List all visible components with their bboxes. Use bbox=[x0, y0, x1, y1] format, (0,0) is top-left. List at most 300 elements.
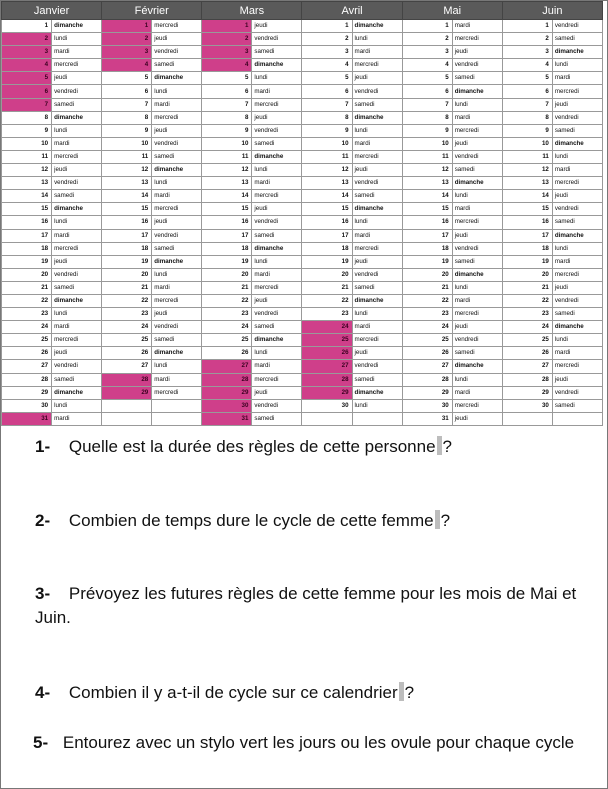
weekday-name: samedi bbox=[52, 373, 102, 386]
day-number: 11 bbox=[502, 150, 552, 163]
weekday-name: mardi bbox=[452, 20, 502, 33]
question-number: 1- bbox=[35, 437, 51, 456]
weekday-name: jeudi bbox=[352, 164, 402, 177]
day-number: 17 bbox=[402, 229, 452, 242]
question-text: Quelle est la durée des règles de cette personne bbox=[68, 437, 436, 456]
day-number: 4 bbox=[302, 59, 352, 72]
weekday-name: lundi bbox=[252, 347, 302, 360]
day-number: 11 bbox=[2, 150, 52, 163]
day-number: 27 bbox=[2, 360, 52, 373]
weekday-name: dimanche bbox=[52, 111, 102, 124]
weekday-name: lundi bbox=[452, 98, 502, 111]
day-number: 8 bbox=[2, 111, 52, 124]
weekday-name: jeudi bbox=[152, 124, 202, 137]
weekday-name: dimanche bbox=[152, 347, 202, 360]
weekday-name: jeudi bbox=[252, 386, 302, 399]
weekday-name: jeudi bbox=[452, 137, 502, 150]
day-number-marked: 3 bbox=[2, 46, 52, 59]
day-number: 6 bbox=[202, 85, 252, 98]
weekday-name: mardi bbox=[552, 164, 602, 177]
weekday-name: samedi bbox=[152, 150, 202, 163]
menstrual-calendar bbox=[1, 1, 607, 422]
weekday-name: samedi bbox=[252, 46, 302, 59]
weekday-name: mercredi bbox=[52, 150, 102, 163]
weekday-name: lundi bbox=[452, 190, 502, 203]
day-number-marked: 7 bbox=[2, 98, 52, 111]
day-number: 10 bbox=[202, 137, 252, 150]
day-number-marked: 29 bbox=[302, 386, 352, 399]
weekday-name: vendredi bbox=[552, 294, 602, 307]
calendar-row bbox=[2, 203, 603, 216]
day-number: 22 bbox=[102, 294, 152, 307]
question-text: Prévoyez les futures règles de cette femme pour les mois de Mai et Juin. bbox=[35, 584, 577, 627]
day-number: 14 bbox=[402, 190, 452, 203]
weekday-name: lundi bbox=[52, 399, 102, 412]
weekday-name: jeudi bbox=[452, 46, 502, 59]
weekday-name: mercredi bbox=[452, 308, 502, 321]
day-number: 2 bbox=[302, 33, 352, 46]
weekday-name: lundi bbox=[152, 85, 202, 98]
weekday-name: lundi bbox=[552, 242, 602, 255]
day-number: 11 bbox=[402, 150, 452, 163]
question-text: Entourez avec un stylo vert les jours ou les ovule pour chaque cycle bbox=[62, 733, 575, 752]
question-end: ? bbox=[442, 437, 453, 456]
day-number: 17 bbox=[102, 229, 152, 242]
day-number: 19 bbox=[202, 255, 252, 268]
weekday-name: lundi bbox=[552, 150, 602, 163]
calendar-row bbox=[2, 46, 603, 59]
day-number: 7 bbox=[402, 98, 452, 111]
day-number: 28 bbox=[402, 373, 452, 386]
day-number: 17 bbox=[202, 229, 252, 242]
day-number: 9 bbox=[2, 124, 52, 137]
question-1 bbox=[1, 435, 608, 459]
day-number: 18 bbox=[202, 242, 252, 255]
day-number: 14 bbox=[202, 190, 252, 203]
month-header: Mai bbox=[402, 2, 502, 20]
day-number: 8 bbox=[202, 111, 252, 124]
text-cursor bbox=[435, 510, 440, 529]
weekday-name: vendredi bbox=[552, 203, 602, 216]
calendar-row bbox=[2, 242, 603, 255]
weekday-name: dimanche bbox=[52, 20, 102, 33]
day-number: 22 bbox=[2, 294, 52, 307]
day-number: 26 bbox=[502, 347, 552, 360]
question-number: 2- bbox=[35, 511, 51, 530]
day-number: 21 bbox=[402, 281, 452, 294]
weekday-name: samedi bbox=[252, 412, 302, 425]
day-number: 20 bbox=[502, 268, 552, 281]
day-number: 3 bbox=[302, 46, 352, 59]
day-number: 19 bbox=[502, 255, 552, 268]
weekday-name: jeudi bbox=[352, 347, 402, 360]
day-number: 10 bbox=[102, 137, 152, 150]
weekday-name: lundi bbox=[252, 164, 302, 177]
weekday-name: samedi bbox=[552, 308, 602, 321]
weekday-name: lundi bbox=[352, 308, 402, 321]
text-cursor bbox=[437, 436, 442, 455]
month-header: Avril bbox=[302, 2, 402, 20]
weekday-name: mardi bbox=[252, 268, 302, 281]
calendar-row bbox=[2, 98, 603, 111]
day-number: 22 bbox=[502, 294, 552, 307]
day-number-marked: 3 bbox=[102, 46, 152, 59]
day-number: 9 bbox=[302, 124, 352, 137]
weekday-name: dimanche bbox=[52, 203, 102, 216]
day-number: 30 bbox=[502, 399, 552, 412]
calendar-table bbox=[1, 1, 603, 426]
calendar-row bbox=[2, 137, 603, 150]
calendar-row bbox=[2, 150, 603, 163]
weekday-name: lundi bbox=[452, 373, 502, 386]
day-number: 17 bbox=[502, 229, 552, 242]
calendar-row bbox=[2, 268, 603, 281]
weekday-name: dimanche bbox=[52, 386, 102, 399]
day-number: 15 bbox=[402, 203, 452, 216]
day-number: 25 bbox=[402, 334, 452, 347]
weekday-name: vendredi bbox=[252, 33, 302, 46]
weekday-name: mardi bbox=[452, 294, 502, 307]
calendar-row bbox=[2, 85, 603, 98]
calendar-row bbox=[2, 294, 603, 307]
month-header: Juin bbox=[502, 2, 602, 20]
weekday-name: dimanche bbox=[152, 164, 202, 177]
weekday-name: mardi bbox=[252, 360, 302, 373]
weekday-name: dimanche bbox=[152, 72, 202, 85]
weekday-name: dimanche bbox=[252, 242, 302, 255]
weekday-name: jeudi bbox=[252, 111, 302, 124]
weekday-name: lundi bbox=[352, 33, 402, 46]
weekday-name: mercredi bbox=[452, 216, 502, 229]
calendar-row bbox=[2, 59, 603, 72]
weekday-name bbox=[352, 412, 402, 425]
day-number: 11 bbox=[302, 150, 352, 163]
day-number: 23 bbox=[102, 308, 152, 321]
weekday-name: jeudi bbox=[352, 255, 402, 268]
weekday-name: mardi bbox=[152, 281, 202, 294]
weekday-name: samedi bbox=[552, 216, 602, 229]
weekday-name: dimanche bbox=[252, 334, 302, 347]
day-number: 28 bbox=[2, 373, 52, 386]
day-number: 8 bbox=[402, 111, 452, 124]
question-end: ? bbox=[404, 683, 415, 702]
day-number-marked: 2 bbox=[102, 33, 152, 46]
day-number: 9 bbox=[502, 124, 552, 137]
day-number: 15 bbox=[2, 203, 52, 216]
weekday-name: mercredi bbox=[252, 98, 302, 111]
day-number: 19 bbox=[302, 255, 352, 268]
question-end: ? bbox=[440, 511, 451, 530]
weekday-name: lundi bbox=[552, 334, 602, 347]
day-number: 3 bbox=[402, 46, 452, 59]
weekday-name: dimanche bbox=[352, 203, 402, 216]
weekday-name: samedi bbox=[552, 399, 602, 412]
weekday-name: mardi bbox=[52, 46, 102, 59]
weekday-name: mardi bbox=[252, 85, 302, 98]
day-number: 20 bbox=[2, 268, 52, 281]
weekday-name: mercredi bbox=[252, 190, 302, 203]
weekday-name: vendredi bbox=[252, 399, 302, 412]
day-number: 23 bbox=[502, 308, 552, 321]
day-number: 22 bbox=[302, 294, 352, 307]
day-number-marked: 29 bbox=[102, 386, 152, 399]
calendar-row bbox=[2, 373, 603, 386]
weekday-name: samedi bbox=[52, 281, 102, 294]
day-number: 9 bbox=[102, 124, 152, 137]
weekday-name: vendredi bbox=[152, 46, 202, 59]
weekday-name: jeudi bbox=[252, 20, 302, 33]
day-number: 12 bbox=[2, 164, 52, 177]
day-number: 9 bbox=[402, 124, 452, 137]
day-number: 7 bbox=[502, 98, 552, 111]
day-number: 10 bbox=[302, 137, 352, 150]
weekday-name: dimanche bbox=[452, 360, 502, 373]
weekday-name: vendredi bbox=[552, 20, 602, 33]
weekday-name: dimanche bbox=[452, 177, 502, 190]
weekday-name: samedi bbox=[552, 124, 602, 137]
day-number: 19 bbox=[102, 255, 152, 268]
weekday-name: samedi bbox=[452, 347, 502, 360]
day-number-marked: 1 bbox=[102, 20, 152, 33]
day-number: 3 bbox=[502, 46, 552, 59]
weekday-name: mercredi bbox=[52, 242, 102, 255]
weekday-name: samedi bbox=[352, 281, 402, 294]
day-number: 21 bbox=[102, 281, 152, 294]
day-number: 24 bbox=[102, 321, 152, 334]
weekday-name: mardi bbox=[52, 137, 102, 150]
weekday-name: mardi bbox=[52, 412, 102, 425]
day-number: 13 bbox=[2, 177, 52, 190]
weekday-name: vendredi bbox=[52, 268, 102, 281]
day-number: 20 bbox=[102, 268, 152, 281]
day-number: 14 bbox=[302, 190, 352, 203]
day-number: 6 bbox=[302, 85, 352, 98]
weekday-name: dimanche bbox=[352, 386, 402, 399]
day-number: 23 bbox=[2, 308, 52, 321]
day-number: 21 bbox=[202, 281, 252, 294]
day-number: 27 bbox=[102, 360, 152, 373]
weekday-name: samedi bbox=[252, 229, 302, 242]
day-number: 27 bbox=[502, 360, 552, 373]
weekday-name: samedi bbox=[452, 164, 502, 177]
day-number: 14 bbox=[2, 190, 52, 203]
day-number: 11 bbox=[102, 150, 152, 163]
weekday-name: vendredi bbox=[52, 177, 102, 190]
weekday-name: mercredi bbox=[452, 399, 502, 412]
day-number: 25 bbox=[2, 334, 52, 347]
day-number: 18 bbox=[302, 242, 352, 255]
weekday-name: mercredi bbox=[552, 360, 602, 373]
day-number: 8 bbox=[502, 111, 552, 124]
day-number-marked: 2 bbox=[2, 33, 52, 46]
month-header: Janvier bbox=[2, 2, 102, 20]
calendar-body bbox=[2, 20, 603, 426]
day-number: 12 bbox=[402, 164, 452, 177]
weekday-name: jeudi bbox=[52, 72, 102, 85]
day-number: 5 bbox=[302, 72, 352, 85]
weekday-name: vendredi bbox=[452, 59, 502, 72]
day-number: 5 bbox=[502, 72, 552, 85]
day-number: 8 bbox=[302, 111, 352, 124]
weekday-name: jeudi bbox=[52, 255, 102, 268]
weekday-name bbox=[552, 412, 602, 425]
calendar-row bbox=[2, 229, 603, 242]
day-number: 12 bbox=[102, 164, 152, 177]
question-5 bbox=[1, 731, 591, 755]
weekday-name: mercredi bbox=[152, 111, 202, 124]
weekday-name: dimanche bbox=[452, 268, 502, 281]
day-number-marked: 4 bbox=[2, 59, 52, 72]
weekday-name: dimanche bbox=[452, 85, 502, 98]
day-number: 15 bbox=[202, 203, 252, 216]
day-number: 22 bbox=[402, 294, 452, 307]
day-number: 16 bbox=[502, 216, 552, 229]
day-number: 16 bbox=[202, 216, 252, 229]
weekday-name: samedi bbox=[552, 33, 602, 46]
weekday-name: dimanche bbox=[552, 46, 602, 59]
weekday-name: mercredi bbox=[352, 334, 402, 347]
day-number: 23 bbox=[402, 308, 452, 321]
weekday-name: jeudi bbox=[252, 203, 302, 216]
day-number-marked: 28 bbox=[202, 373, 252, 386]
day-number: 13 bbox=[502, 177, 552, 190]
day-number-marked: 27 bbox=[302, 360, 352, 373]
day-number: 16 bbox=[302, 216, 352, 229]
weekday-name: dimanche bbox=[52, 294, 102, 307]
day-number: 6 bbox=[402, 85, 452, 98]
calendar-row bbox=[2, 33, 603, 46]
day-number: 30 bbox=[302, 399, 352, 412]
day-number: 21 bbox=[502, 281, 552, 294]
weekday-name: mardi bbox=[352, 229, 402, 242]
day-number-marked: 4 bbox=[202, 59, 252, 72]
weekday-name: samedi bbox=[152, 242, 202, 255]
weekday-name: samedi bbox=[52, 98, 102, 111]
weekday-name: dimanche bbox=[252, 59, 302, 72]
weekday-name bbox=[152, 399, 202, 412]
weekday-name: mardi bbox=[452, 111, 502, 124]
weekday-name: vendredi bbox=[552, 386, 602, 399]
day-number-marked: 28 bbox=[302, 373, 352, 386]
text-cursor bbox=[399, 682, 404, 701]
weekday-name: mercredi bbox=[452, 124, 502, 137]
day-number: 13 bbox=[402, 177, 452, 190]
day-number: 20 bbox=[402, 268, 452, 281]
day-number: 18 bbox=[2, 242, 52, 255]
day-number: 13 bbox=[202, 177, 252, 190]
day-number bbox=[102, 399, 152, 412]
day-number: 2 bbox=[502, 33, 552, 46]
weekday-name: dimanche bbox=[552, 229, 602, 242]
weekday-name: lundi bbox=[52, 216, 102, 229]
weekday-name: mardi bbox=[552, 347, 602, 360]
weekday-name: mercredi bbox=[152, 294, 202, 307]
day-number: 8 bbox=[102, 111, 152, 124]
day-number: 17 bbox=[2, 229, 52, 242]
day-number: 5 bbox=[402, 72, 452, 85]
day-number: 28 bbox=[502, 373, 552, 386]
day-number: 1 bbox=[402, 20, 452, 33]
weekday-name: mardi bbox=[152, 98, 202, 111]
weekday-name: samedi bbox=[252, 137, 302, 150]
weekday-name: vendredi bbox=[552, 111, 602, 124]
day-number: 25 bbox=[202, 334, 252, 347]
day-number: 6 bbox=[502, 85, 552, 98]
calendar-row bbox=[2, 124, 603, 137]
day-number: 16 bbox=[2, 216, 52, 229]
question-4 bbox=[1, 681, 608, 705]
calendar-row bbox=[2, 20, 603, 33]
day-number: 10 bbox=[502, 137, 552, 150]
weekday-name: lundi bbox=[152, 360, 202, 373]
weekday-name: lundi bbox=[252, 255, 302, 268]
question-number: 3- bbox=[35, 584, 51, 603]
day-number-marked: 2 bbox=[202, 33, 252, 46]
weekday-name: mercredi bbox=[152, 203, 202, 216]
weekday-name: jeudi bbox=[152, 33, 202, 46]
weekday-name: samedi bbox=[152, 334, 202, 347]
calendar-row bbox=[2, 177, 603, 190]
day-number: 7 bbox=[102, 98, 152, 111]
day-number-marked: 6 bbox=[2, 85, 52, 98]
day-number-marked: 31 bbox=[202, 412, 252, 425]
weekday-name: mercredi bbox=[52, 59, 102, 72]
weekday-name: mardi bbox=[352, 321, 402, 334]
month-header: Mars bbox=[202, 2, 302, 20]
weekday-name: mardi bbox=[552, 72, 602, 85]
calendar-row bbox=[2, 347, 603, 360]
day-number: 27 bbox=[402, 360, 452, 373]
day-number: 25 bbox=[102, 334, 152, 347]
weekday-name: dimanche bbox=[552, 137, 602, 150]
calendar-row bbox=[2, 386, 603, 399]
weekday-name: mardi bbox=[52, 229, 102, 242]
weekday-name: mercredi bbox=[552, 268, 602, 281]
weekday-name: vendredi bbox=[152, 321, 202, 334]
weekday-name: vendredi bbox=[252, 308, 302, 321]
weekday-name: vendredi bbox=[52, 85, 102, 98]
day-number: 30 bbox=[2, 399, 52, 412]
weekday-name: lundi bbox=[252, 72, 302, 85]
day-number: 14 bbox=[502, 190, 552, 203]
day-number: 25 bbox=[502, 334, 552, 347]
calendar-row bbox=[2, 190, 603, 203]
weekday-name: samedi bbox=[152, 59, 202, 72]
weekday-name: samedi bbox=[52, 190, 102, 203]
weekday-name: dimanche bbox=[352, 294, 402, 307]
weekday-name: mardi bbox=[152, 190, 202, 203]
weekday-name: jeudi bbox=[552, 373, 602, 386]
day-number: 26 bbox=[202, 347, 252, 360]
day-number: 7 bbox=[202, 98, 252, 111]
weekday-name: vendredi bbox=[352, 268, 402, 281]
weekday-name: dimanche bbox=[352, 111, 402, 124]
weekday-name bbox=[152, 412, 202, 425]
day-number: 9 bbox=[202, 124, 252, 137]
day-number-marked: 24 bbox=[302, 321, 352, 334]
question-number: 4- bbox=[35, 683, 51, 702]
day-number: 18 bbox=[402, 242, 452, 255]
day-number: 12 bbox=[302, 164, 352, 177]
day-number: 5 bbox=[202, 72, 252, 85]
day-number: 13 bbox=[302, 177, 352, 190]
weekday-name: jeudi bbox=[452, 412, 502, 425]
calendar-row bbox=[2, 412, 603, 425]
day-number: 26 bbox=[102, 347, 152, 360]
day-number bbox=[102, 412, 152, 425]
calendar-row bbox=[2, 334, 603, 347]
weekday-name: samedi bbox=[452, 255, 502, 268]
